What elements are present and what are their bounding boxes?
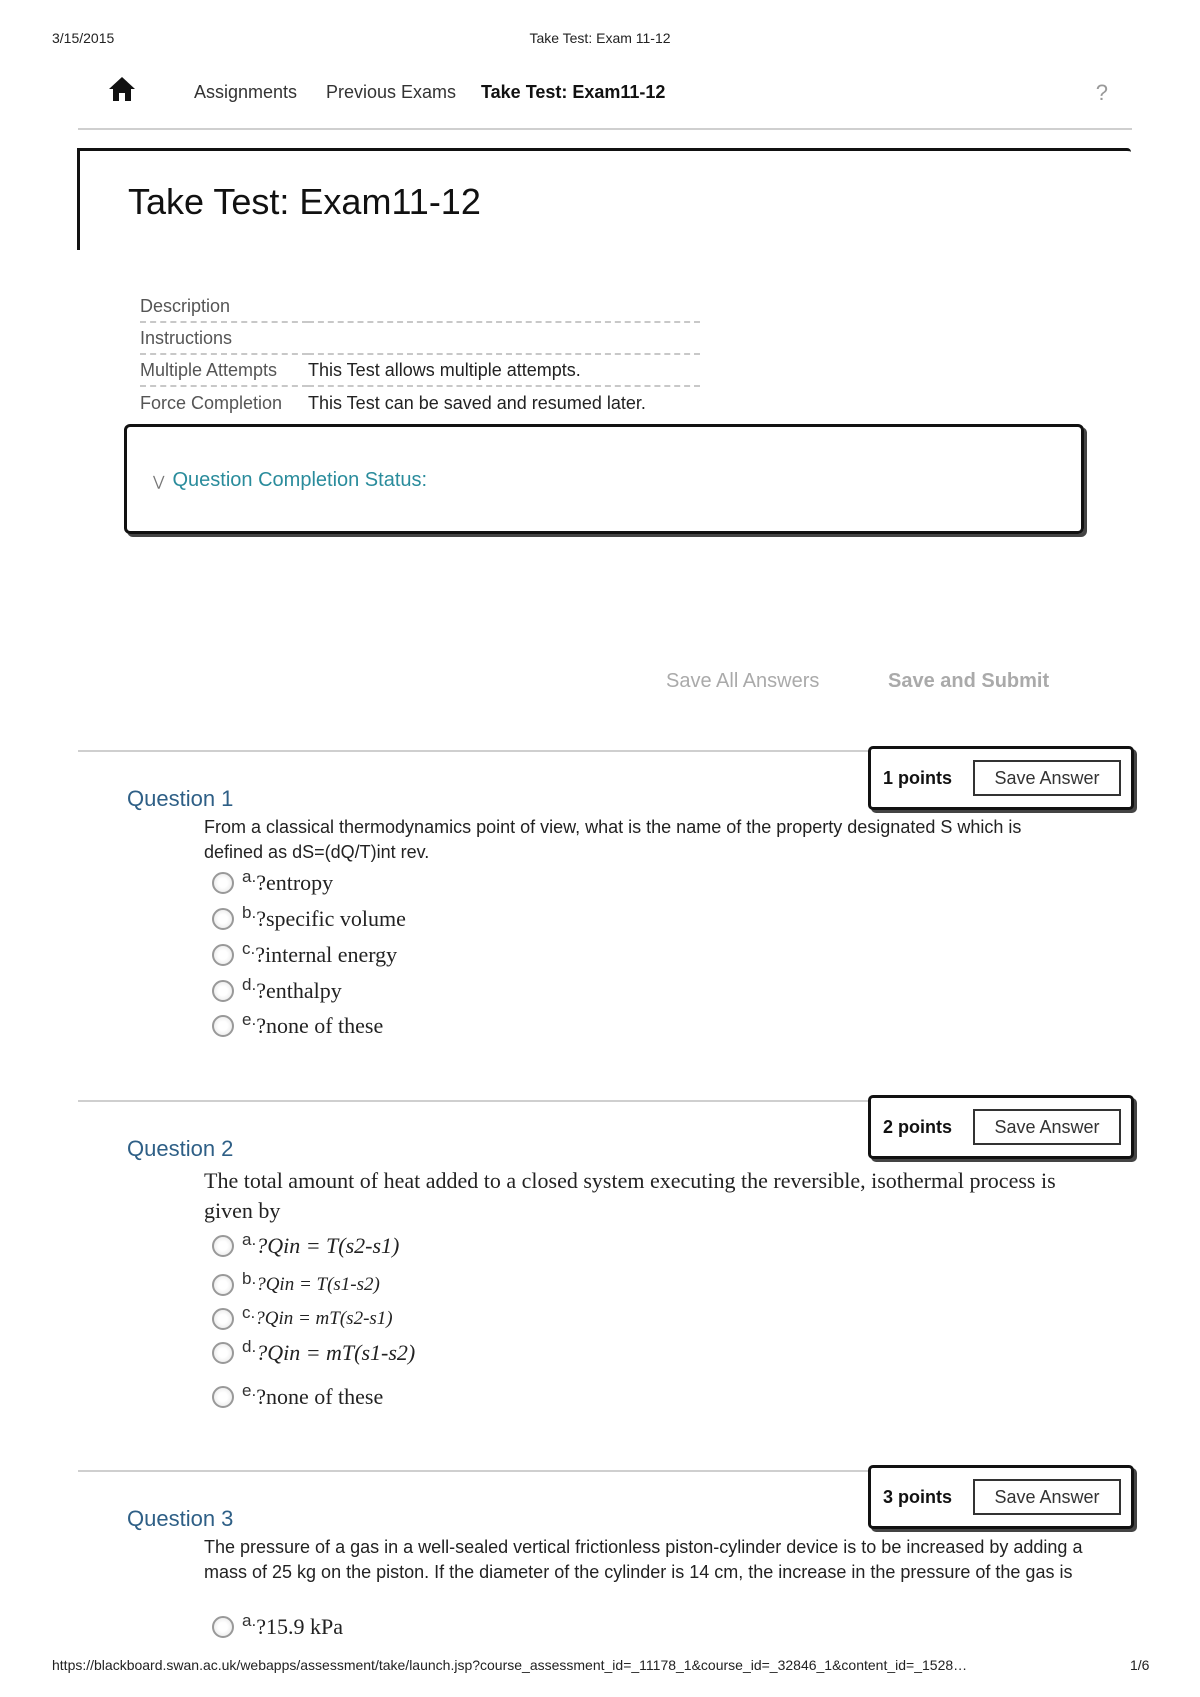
print-date: 3/15/2015 bbox=[52, 30, 115, 46]
option-text: ?Qin = T(s2-s1) bbox=[256, 1233, 400, 1258]
nav-divider bbox=[78, 128, 1132, 130]
info-label: Description bbox=[140, 290, 308, 322]
radio-button[interactable] bbox=[212, 908, 234, 930]
question-2-text: The total amount of heat added to a closed system executing the reversible, isothermal process is given by bbox=[204, 1168, 1056, 1223]
info-value bbox=[308, 322, 700, 354]
points-label: 1 points bbox=[883, 768, 953, 788]
info-value: This Test allows multiple attempts. bbox=[308, 354, 700, 386]
info-row-force-completion bbox=[140, 386, 700, 418]
question-1-option-b[interactable] bbox=[212, 904, 406, 934]
option-text: ?internal energy bbox=[255, 942, 398, 967]
breadcrumb-previous-exams[interactable]: Previous Exams bbox=[326, 82, 457, 102]
option-letter: a. bbox=[242, 1611, 257, 1630]
info-value bbox=[308, 290, 700, 322]
points-label: 2 points bbox=[883, 1117, 953, 1137]
question-2-points-panel bbox=[868, 1095, 1134, 1159]
option-text: ?none of these bbox=[256, 1384, 384, 1409]
option-text: ?Qin = mT(s1-s2) bbox=[256, 1340, 416, 1365]
radio-button[interactable] bbox=[212, 1616, 234, 1638]
test-info-table bbox=[140, 290, 700, 418]
question-1-option-a[interactable] bbox=[212, 868, 333, 898]
option-letter: c. bbox=[242, 939, 256, 958]
question-completion-label: Question Completion Status: bbox=[172, 469, 428, 491]
print-footer-url: https://blackboard.swan.ac.uk/webapps/assessment/take/launch.jsp?course_assessment_id=_11178_1&course_id=_32846_1&content_id=_1528… bbox=[52, 1657, 968, 1673]
radio-button[interactable] bbox=[212, 1342, 234, 1364]
radio-button[interactable] bbox=[212, 1308, 234, 1330]
question-3-option-a[interactable] bbox=[212, 1612, 343, 1642]
radio-button[interactable] bbox=[212, 1235, 234, 1257]
top-navigation bbox=[78, 72, 1132, 122]
question-1-option-c[interactable] bbox=[212, 940, 397, 970]
option-text: ?specific volume bbox=[256, 906, 406, 931]
question-2-option-c[interactable] bbox=[212, 1304, 393, 1334]
save-all-answers-button[interactable]: Save All Answers bbox=[666, 670, 820, 692]
question-3-title: Question 3 bbox=[127, 1506, 234, 1531]
page-title: Take Test: Exam11-12 bbox=[128, 181, 481, 222]
breadcrumb-assignments[interactable]: Assignments bbox=[194, 82, 298, 102]
option-text: ?Qin = T(s1-s2) bbox=[256, 1274, 380, 1295]
question-1-option-d[interactable] bbox=[212, 976, 342, 1006]
option-text: ?Qin = mT(s2-s1) bbox=[255, 1308, 393, 1329]
option-text: ?15.9 kPa bbox=[256, 1614, 343, 1639]
info-label: Multiple Attempts bbox=[140, 354, 308, 386]
option-letter: b. bbox=[242, 1269, 257, 1288]
question-2-title: Question 2 bbox=[127, 1136, 234, 1161]
radio-button[interactable] bbox=[212, 1386, 234, 1408]
question-1-title: Question 1 bbox=[127, 786, 234, 811]
option-letter: c. bbox=[242, 1303, 256, 1322]
info-row-multiple-attempts bbox=[140, 354, 700, 386]
help-icon[interactable]: ? bbox=[1095, 80, 1108, 105]
home-icon[interactable] bbox=[108, 76, 136, 102]
question-2-option-d[interactable] bbox=[212, 1338, 415, 1368]
option-letter: a. bbox=[242, 867, 257, 886]
radio-button[interactable] bbox=[212, 1274, 234, 1296]
option-letter: e. bbox=[242, 1010, 257, 1029]
info-label: Force Completion bbox=[140, 393, 283, 413]
radio-button[interactable] bbox=[212, 1015, 234, 1037]
save-answer-button[interactable]: Save Answer bbox=[973, 1109, 1121, 1145]
question-completion-panel bbox=[124, 424, 1084, 534]
info-row-description bbox=[140, 290, 700, 322]
option-text: ?none of these bbox=[256, 1013, 384, 1038]
question-2-option-b[interactable] bbox=[212, 1270, 380, 1300]
breadcrumb-current-test: Take Test: Exam11-12 bbox=[481, 82, 666, 102]
double-chevron-down-icon: ⋁ bbox=[153, 472, 165, 489]
question-2-option-e[interactable] bbox=[212, 1382, 383, 1412]
question-3-points-panel bbox=[868, 1465, 1134, 1529]
title-panel bbox=[77, 148, 1131, 250]
option-letter: d. bbox=[242, 975, 257, 994]
radio-button[interactable] bbox=[212, 944, 234, 966]
info-row-instructions bbox=[140, 322, 700, 354]
question-1-option-e[interactable] bbox=[212, 1011, 383, 1041]
question-3-text: The pressure of a gas in a well-sealed vertical frictionless piston-cylinder device is to be increased by adding a mass of 25 kg on the piston. If the diameter of the cylinder is 14 cm, the increase in the pressure of the gas is bbox=[204, 1537, 1083, 1582]
points-label: 3 points bbox=[883, 1487, 953, 1507]
question-1-text: From a classical thermodynamics point of view, what is the name of the property designated S which is defined as dS=(dQ/T)int rev. bbox=[204, 817, 1022, 862]
radio-button[interactable] bbox=[212, 872, 234, 894]
print-footer-page: 1/6 bbox=[1130, 1657, 1150, 1673]
question-completion-toggle[interactable] bbox=[153, 469, 427, 492]
info-value: This Test can be saved and resumed later. bbox=[308, 393, 646, 413]
option-text: ?entropy bbox=[256, 870, 334, 895]
info-label: Instructions bbox=[140, 322, 308, 354]
save-answer-button[interactable]: Save Answer bbox=[973, 760, 1121, 796]
option-text: ?enthalpy bbox=[256, 978, 342, 1003]
option-letter: e. bbox=[242, 1381, 257, 1400]
question-1-points-panel bbox=[868, 746, 1134, 810]
print-title: Take Test: Exam 11-12 bbox=[529, 30, 671, 46]
option-letter: a. bbox=[242, 1230, 257, 1249]
option-letter: b. bbox=[242, 903, 257, 922]
radio-button[interactable] bbox=[212, 980, 234, 1002]
save-and-submit-button[interactable]: Save and Submit bbox=[888, 670, 1050, 692]
save-answer-button[interactable]: Save Answer bbox=[973, 1479, 1121, 1515]
option-letter: d. bbox=[242, 1337, 257, 1356]
question-2-option-a[interactable] bbox=[212, 1231, 399, 1261]
